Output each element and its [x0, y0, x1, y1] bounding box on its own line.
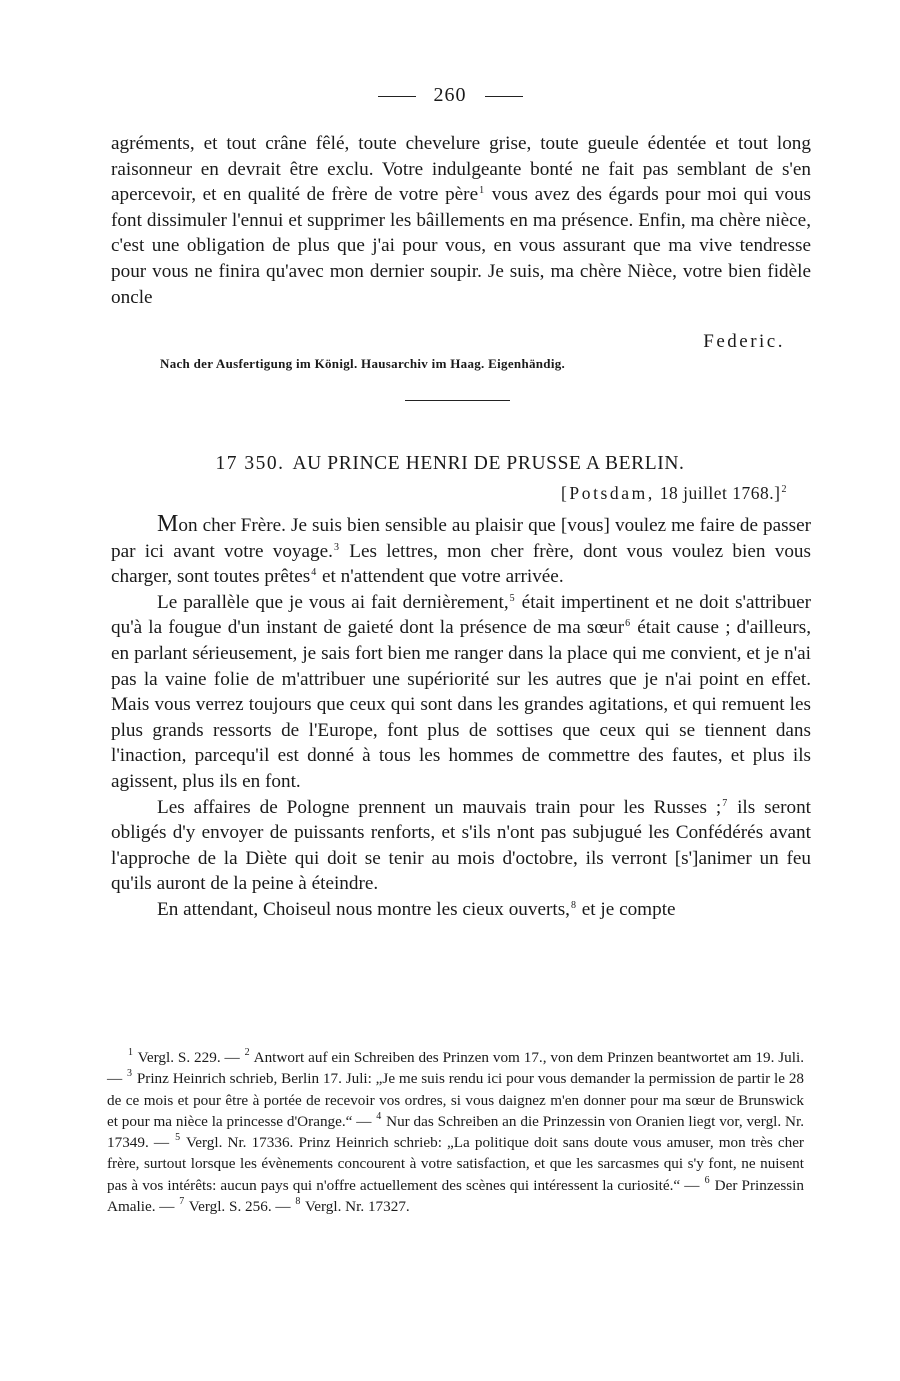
footnote-text: Vergl. S. 256. — — [185, 1198, 295, 1216]
letter-dateline — [561, 483, 788, 504]
dateline-date: 18 juillet 1768.] — [654, 483, 781, 503]
continued-text-part1: agréments, et tout crâne fêlé, toute chevelure grise, toute gueule édentée et tout long raisonneur en devrait être exclu. Votre indulgeante bonté ne fait pas semblant de s'en apercevoir, et en qualité de frère de votre père — [111, 133, 811, 206]
paragraph-text: ils seront obligés d'y envoyer de puissants renforts, et s'ils n'ont pas subjugué les Confédérés avant l'approche de la Diète qui doit se tenir au mois d'octobre, ils verront [s']animer un feu qu'ils auront de la peine à éteindre. — [111, 796, 811, 895]
footnote-marker: 3 — [333, 541, 339, 553]
header-rule-left — [378, 96, 416, 97]
footnote-number: 4 — [376, 1110, 382, 1122]
footnote-number: 6 — [704, 1174, 710, 1186]
letter-paragraph — [111, 512, 811, 590]
footnote-number: 7 — [179, 1196, 185, 1208]
paragraph-text: Mon cher Frère. Je suis bien sensible au plaisir que [vous] voulez me faire de passer par ici avant votre voyage. — [111, 511, 811, 562]
letter-body — [111, 512, 811, 923]
paragraph-text: En attendant, Choiseul nous montre les cieux ouverts, — [157, 898, 570, 920]
letter-heading — [0, 453, 900, 475]
footnote-number: 8 — [295, 1196, 301, 1208]
section-separator — [405, 400, 510, 401]
footnote-marker: 5 — [509, 592, 515, 604]
footnote-marker: 4 — [311, 567, 317, 579]
footnote-marker: 8 — [570, 899, 576, 911]
continued-paragraph — [111, 131, 811, 310]
letter-paragraph — [111, 590, 811, 795]
footnote-marker: 6 — [625, 618, 631, 630]
dateline-place: [Potsdam, — [560, 483, 655, 503]
letter-title: AU PRINCE HENRI DE PRUSSE A BERLIN. — [292, 453, 685, 474]
footnote-text: Prinz Heinrich schrieb, Berlin 17. Juli: „Je me suis rendu ici pour vous demander la permission de partir le 28 de ce mois et pour être à portée de recevoir vos ordres, si vous daignez m'en donner pour ma sœur de Brunswick et pour ma nièce la princesse d'Orange.“ — — [107, 1070, 805, 1130]
paragraph-text: et je compte — [576, 898, 676, 920]
signature: Federic. — [703, 331, 785, 352]
letter-paragraph — [111, 897, 811, 923]
paragraph-text: Les affaires de Pologne prennent un mauvais train pour les Russes ; — [157, 796, 722, 818]
source-note: Nach der Ausfertigung im Königl. Hausarchiv im Haag. Eigenhändig. — [160, 356, 566, 371]
footnote-marker: 1 — [479, 185, 485, 197]
page-number: 260 — [433, 84, 467, 106]
paragraph-text: et n'attendent que votre arrivée. — [317, 566, 564, 588]
footnote-paragraph — [107, 1047, 804, 1217]
letter-number: 17 350. — [215, 453, 285, 474]
footnote-text: Der Prinzessin Amalie. — — [107, 1176, 804, 1216]
footnote-text: Nur das Schreiben an die Prinzessin von Oranien liegt vor, vergl. Nr. 17349. — — [107, 1112, 804, 1152]
footnotes — [107, 1047, 804, 1217]
footnote-marker: 7 — [722, 797, 728, 809]
paragraph-text: était cause ; d'ailleurs, en parlant sérieusement, je sais fort bien me ranger dans la place qui me convient, et je n'ai pas la vaine folie de m'attribuer une supériorité sur les autres que je n'ai point en effet. Mais vous verrez toujours que ceux qui sont dans les grandes agitations, et qui remuent les plus grands ressorts de l'Europe, font plus de sottises que ceux qui se tiennent dans l'inaction, parcequ'il est donné à tous les hommes de commettre des fautes, et plus ils agissent, plus ils en font. — [111, 617, 811, 792]
paragraph-text: était impertinent et ne doit s'attribuer qu'à la fougue d'un instant de gaieté dont la présence de ma sœur — [111, 591, 811, 639]
continued-letter-text — [111, 131, 811, 310]
footnote-marker: 2 — [781, 484, 787, 495]
footnote-text: Vergl. Nr. 17336. Prinz Heinrich schrieb: „La politique doit sans doute vous amuser, mon très cher frère, surtout lorsque les évènements concourent à votre satisfaction, et que les sarcasmes qui s'y font, ne nuisent pas à vos intérêts: aucun pays qui n'offre actuellement des scènes qui intéressent la curiosité.“ — — [107, 1134, 804, 1194]
continued-text-part2: vous avez des égards pour moi qui vous font dissimuler l'ennui et supprimer les bâillements en ma présence. Enfin, ma chère nièce, c'est une obligation de plus que j'ai pour vous, en vous assurant que ma vive tendresse pour vous ne finira qu'avec mon dernier soupir. Je suis, ma chère Nièce, votre bien fidèle oncle — [111, 184, 811, 308]
header-rule-right — [485, 96, 523, 97]
letter-paragraph — [111, 795, 811, 897]
footnote-number: 2 — [244, 1047, 250, 1058]
page-header — [0, 84, 900, 107]
paragraph-text: Les lettres, mon cher frère, dont vous voulez bien vous charger, sont toutes prêtes — [111, 540, 811, 588]
footnote-text: Vergl. Nr. 17327. — [301, 1198, 410, 1216]
footnote-text: Antwort auf ein Schreiben des Prinzen vom 17., von dem Prinzen beantwortet am 19. Juli. — — [107, 1049, 804, 1088]
footnote-number: 3 — [127, 1068, 133, 1080]
footnote-number: 1 — [128, 1047, 133, 1058]
paragraph-text: Le parallèle que je vous ai fait dernièrement, — [157, 591, 509, 613]
footnote-number: 5 — [175, 1132, 181, 1144]
footnote-text: Vergl. S. 229. — — [134, 1049, 244, 1066]
